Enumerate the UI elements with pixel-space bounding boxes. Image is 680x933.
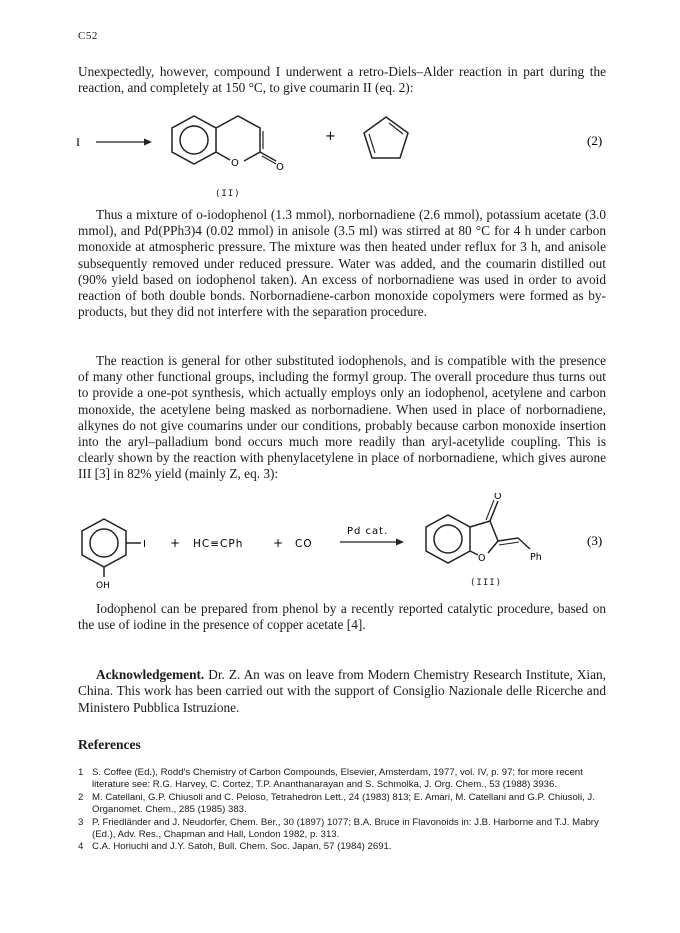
compound-III-label: (III) bbox=[470, 578, 503, 588]
equation-2-scheme bbox=[0, 100, 680, 200]
equation-3-scheme bbox=[0, 493, 680, 593]
iodophenol-structure bbox=[82, 519, 141, 577]
hydroxy-substituent: OH bbox=[96, 581, 110, 591]
paragraph-experimental-procedure: Thus a mixture of o-iodophenol (1.3 mmol), norbornadiene (2.6 mmol), potassium acetate (3.0 mmol), and Pd(PPh3)4 (0.02 mmol) in anisole (3.5 ml) was stirred at 80 °C for 4 h under carbon monoxide at atmospheric pressure. The mixture was then heated under reflux for 3 h, and anisole subsequently removed under reduced pressure. Water was added, and the coumarin distilled out (90% yield based on iodophenol taken). An excess of norbornadiene was used in order to avoid reaction of both double bonds. Norbornadiene-carbon monoxide copolymers were formed as by-products, but they did not interfere with the separation procedure. bbox=[78, 207, 606, 320]
coumarin-structure bbox=[172, 116, 276, 164]
references-heading: References bbox=[78, 737, 141, 752]
reference-item: 2 M. Catellani, G.P. Chiusoli and C. Peloso, Tetrahedron Lett., 24 (1983) 813; E. Amari, M. Catellani and G.P. Chiusoli, J. Organomet. Chem., 285 (1985) 383. bbox=[78, 791, 595, 816]
eq3-number: (3) bbox=[587, 533, 603, 548]
reference-item: 4 C.A. Horiuchi and J.Y. Satoh, Bull. Chem. Soc. Japan, 57 (1984) 2691. bbox=[78, 841, 392, 853]
aurone-ring-oxygen: O bbox=[478, 553, 486, 564]
paragraph-retro-diels-alder: Unexpectedly, however, compound I underwent a retro-Diels–Alder reaction in part during the reaction, and completely at 150 °C, to give coumarin II (eq. 2): bbox=[78, 64, 606, 96]
page-number: C52 bbox=[78, 30, 98, 42]
carbon-monoxide-formula: CO bbox=[295, 538, 313, 550]
reference-item: 1 S. Coffee (Ed.), Rodd's Chemistry of Carbon Compounds, Elsevier, Amsterdam, 1977, vol. IV, p. 97; for more recent literature see: R.G. Harvey, C. Cortez, T.P. Ananthanarayan and S. Schmolka, J. Org. Chem., 53 (1988) 3936. bbox=[78, 767, 583, 791]
aurone-phenyl-group: Ph bbox=[530, 552, 542, 563]
acknowledgement-paragraph bbox=[78, 667, 606, 716]
cyclopentadiene-structure bbox=[364, 117, 408, 158]
acknowledgement-heading: Acknowledgement. bbox=[96, 667, 205, 682]
reference-item: 3 P. Friedländer and J. Neudorfer, Chem. Ber., 30 (1897) 1077; B.A. Bruce in Flavonoids in: J.B. Harborne and T.J. Mabry (Ed.), Adv. Res., Chapman and Hall, London 1982, p. 313. bbox=[78, 816, 599, 841]
eq2-reaction-arrow bbox=[96, 139, 152, 146]
eq3-plus-sign-1: + bbox=[170, 536, 181, 550]
paragraph-iodophenol-preparation: Iodophenol can be prepared from phenol by a recently reported catalytic procedure, based on the use of iodine in the presence of copper acetate [4]. bbox=[78, 601, 606, 633]
iodo-substituent: I bbox=[143, 539, 146, 550]
catalyst-label: Pd cat. bbox=[347, 526, 389, 537]
aurone-carbonyl-oxygen: O bbox=[494, 493, 502, 502]
coumarin-ring-oxygen: O bbox=[231, 158, 239, 169]
paragraph-general-reaction: The reaction is general for other substituted iodophenols, and is compatible with the presence of many other functional groups, including the formyl group. The overall procedure thus turns out to provide a one-pot synthesis, which actually employs only an iodophenol, acetylene and carbon monoxide, the acetylene being masked as norbornadiene. When used in place of norbornadiene, alkynes do not give coumarins under our conditions, probably because carbon monoxide insertion into the aryl–palladium bond occurs much more readily than aryl-acetylide coupling. This is clearly shown by the reaction with phenylacetylene in place of norbornadiene, which gives aurone III [3] in 82% yield (mainly Z, eq. 3): bbox=[78, 353, 606, 482]
acknowledgement-text: Dr. Z. An was on leave from Modern Chemistry Research Institute, Xian, China. This work has been carried out with the support of Consiglio Nazionale delle Ricerche and Ministero Pubblica Istruzione. bbox=[78, 667, 607, 715]
eq3-reaction-arrow bbox=[340, 539, 404, 546]
eq3-plus-sign-2: + bbox=[273, 536, 284, 550]
references-list bbox=[78, 767, 608, 854]
eq2-number: (2) bbox=[587, 133, 603, 148]
compound-II-label: (II) bbox=[215, 189, 241, 199]
eq2-reactant-label: I bbox=[76, 135, 80, 149]
phenylacetylene-formula: HC≡CPh bbox=[193, 538, 244, 550]
eq2-plus-sign: + bbox=[325, 129, 336, 144]
coumarin-carbonyl-oxygen: O bbox=[276, 162, 284, 173]
